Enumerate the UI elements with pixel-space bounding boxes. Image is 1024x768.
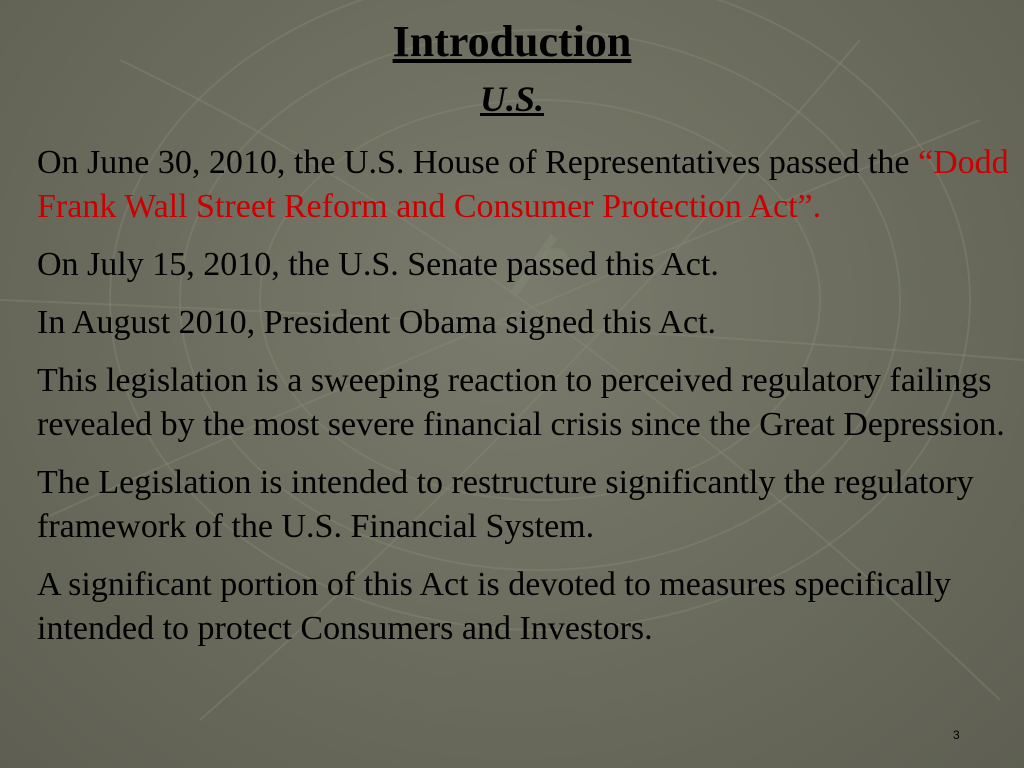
act-name-highlight: “Dodd Frank Wall Street Reform and Consumer Protection Act”.	[37, 144, 1009, 225]
paragraph-president-signed: In August 2010, President Obama signed this Act.	[37, 304, 717, 341]
paragraph-senate-passed: On July 15, 2010, the U.S. Senate passed this Act.	[37, 246, 719, 283]
paragraph-consumer-protection: A significant portion of this Act is devoted to measures specifically intended to protect Consumers and Investors.	[37, 566, 952, 647]
slide-title: Introduction	[392, 17, 632, 66]
paragraph-text: On June 30, 2010, the U.S. House of Representatives passed the	[37, 144, 919, 181]
slide-body	[37, 141, 1012, 665]
paragraph-legislation-reaction: This legislation is a sweeping reaction to perceived regulatory failings revealed by the most severe financial crisis since the Great Depression.	[37, 362, 1005, 443]
slide-subtitle: U.S.	[479, 79, 545, 119]
paragraph-house-passed	[37, 141, 1012, 229]
paragraph-restructure: The Legislation is intended to restructure significantly the regulatory framework of the U.S. Financial System.	[37, 464, 974, 545]
slide-page-number: 3	[953, 728, 960, 742]
